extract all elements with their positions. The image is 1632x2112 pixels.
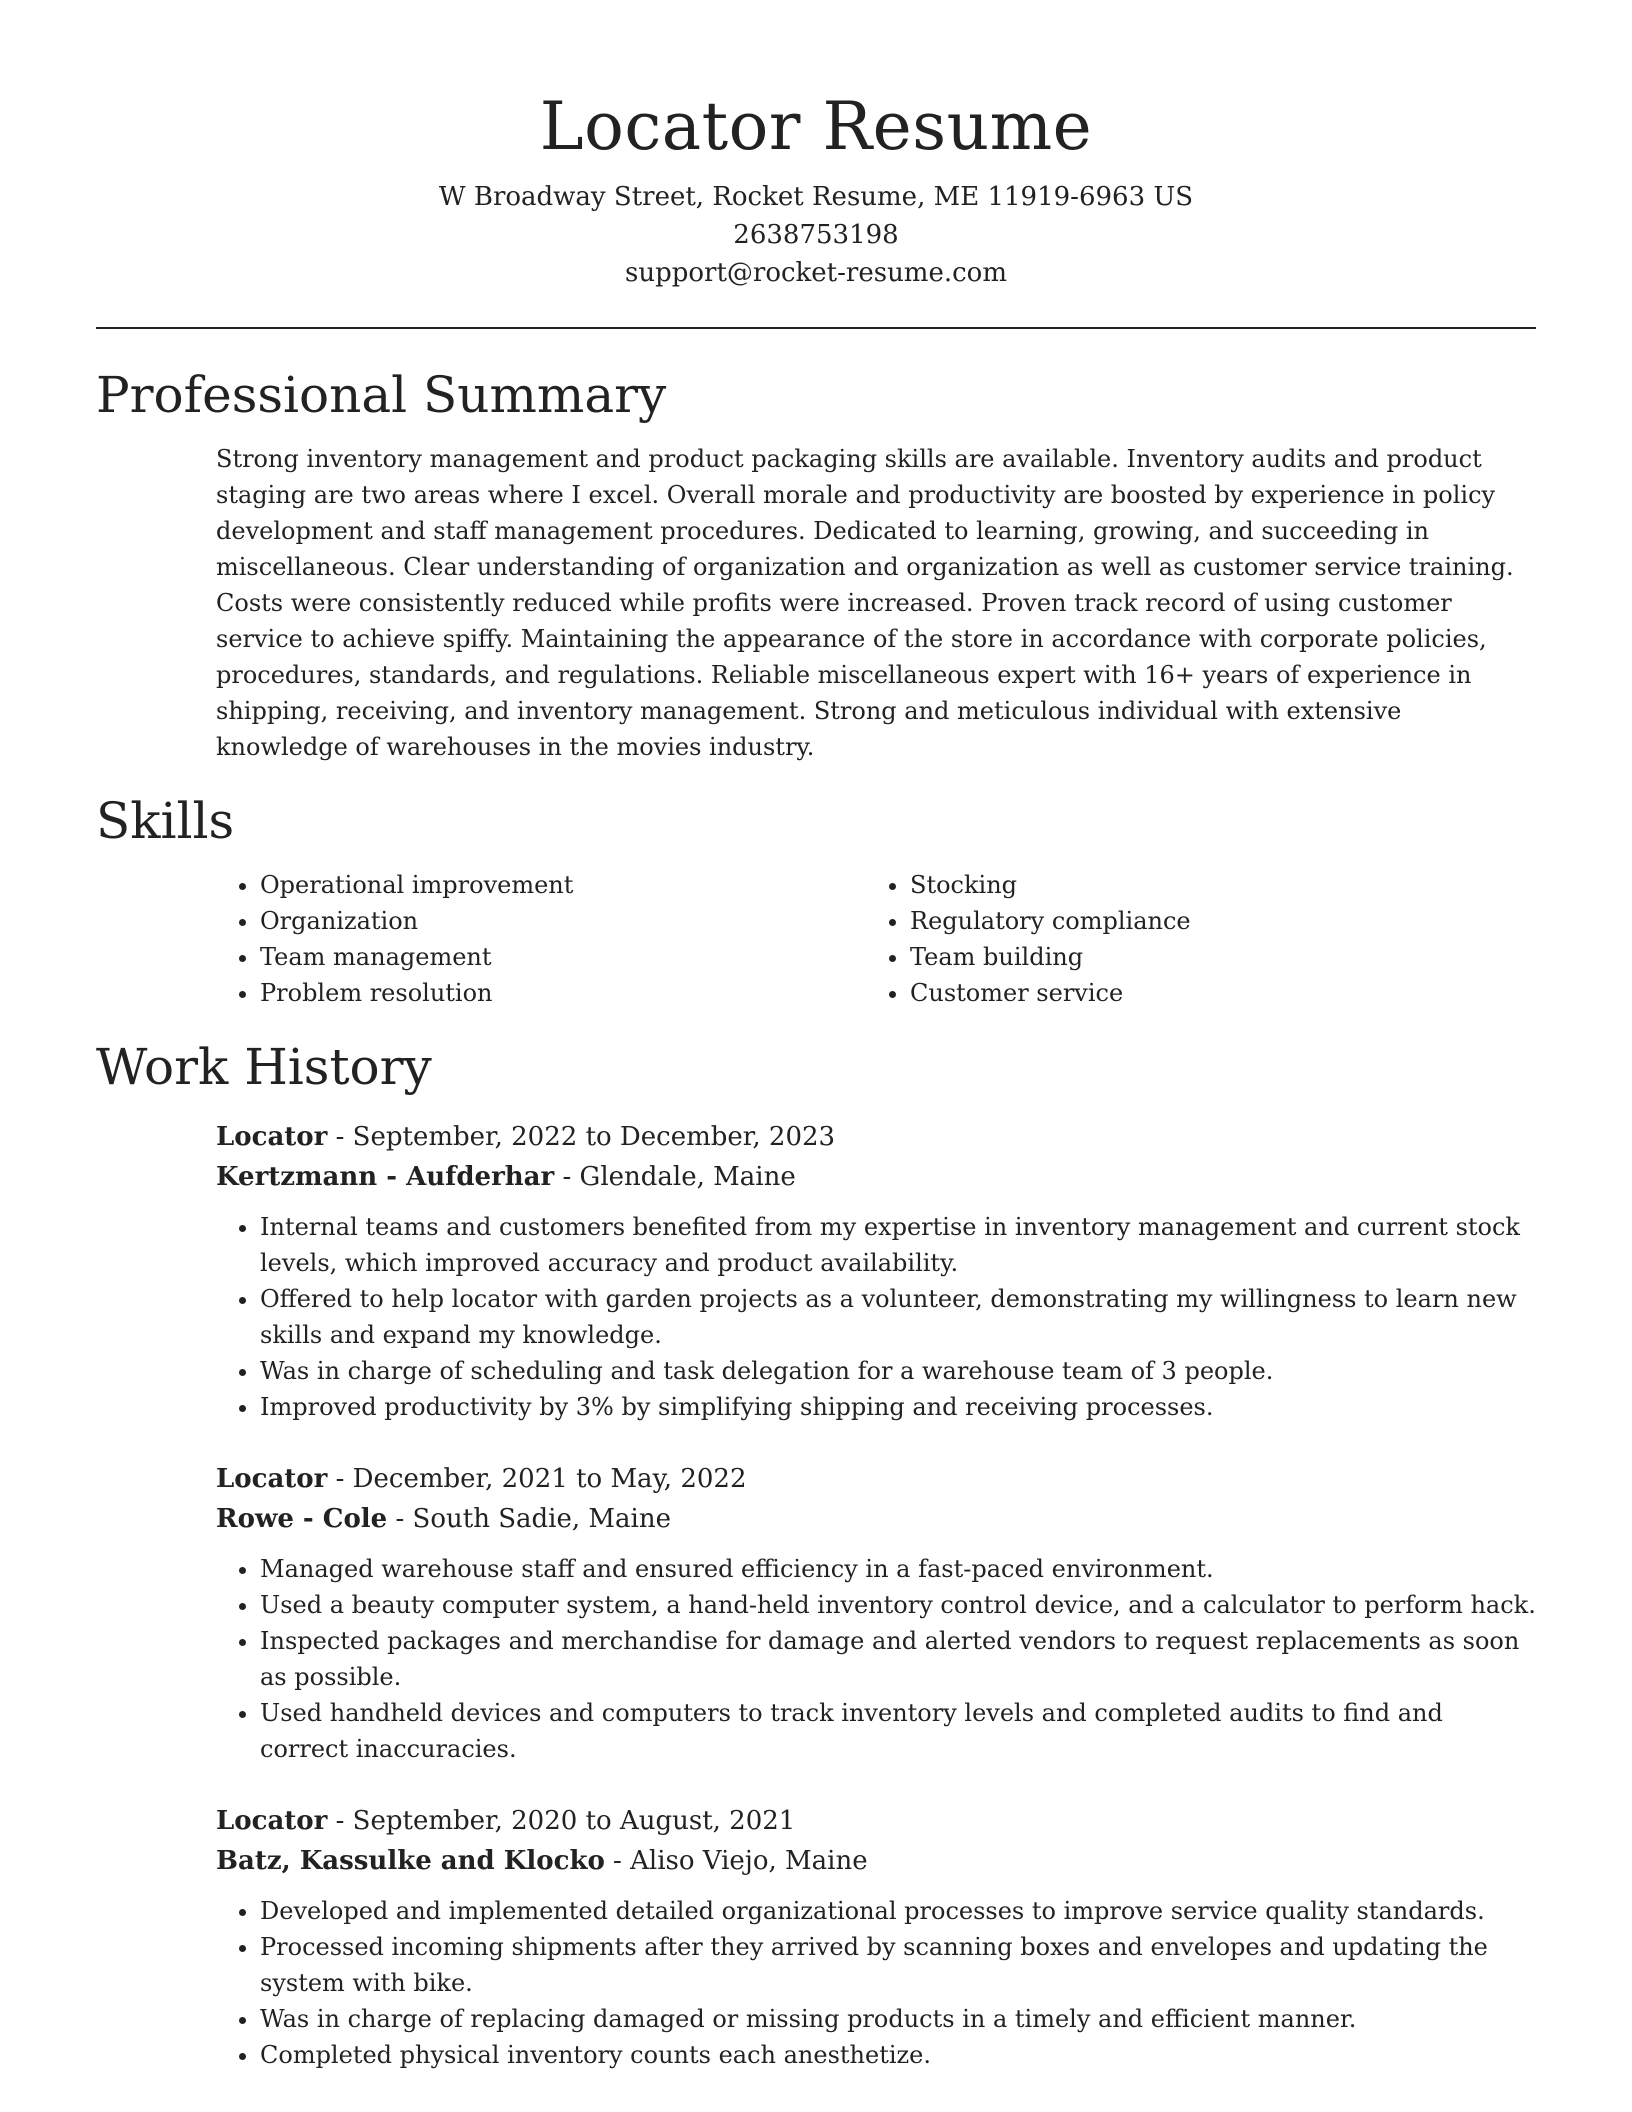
skill-item: • Operational improvement — [260, 867, 866, 903]
job-company-line — [216, 1499, 1536, 1539]
job-entry — [216, 1459, 1536, 1767]
job-company-line — [216, 1841, 1536, 1881]
job-dates: - December, 2021 to May, 2022 — [327, 1464, 747, 1494]
contact-address: W Broadway Street, Rocket Resume, ME 11919-6963 US — [438, 182, 1194, 212]
resume-page — [96, 0, 1536, 2073]
job-duty: • Improved productivity by 3% by simplifying shipping and receiving processes. — [260, 1389, 1538, 1425]
job-duty: • Internal teams and customers benefited from my expertise in inventory management and current stock levels, which improved accuracy and product availability. — [260, 1209, 1538, 1281]
skill-item: • Customer service — [910, 975, 1516, 1011]
resume-name: Locator Resume — [539, 88, 1093, 165]
job-entry — [216, 1117, 1536, 1425]
job-title: Locator — [216, 1464, 328, 1494]
job-duty: • Processed incoming shipments after they arrived by scanning boxes and envelopes and updating the system with bike. — [260, 1929, 1538, 2001]
skill-item: • Team building — [910, 939, 1516, 975]
skill-item: • Organization — [260, 903, 866, 939]
work-history-section — [96, 1037, 1536, 2073]
skills-heading: Skills — [96, 792, 235, 850]
job-duty: • Offered to help locator with garden projects as a volunteer, demonstrating my willingness to learn new skills and expand my knowledge. — [260, 1281, 1538, 1353]
job-duty: • Was in charge of replacing damaged or missing products in a timely and efficient manner. — [260, 2001, 1538, 2037]
job-duty: • Used handheld devices and computers to track inventory levels and completed audits to find and correct inaccuracies. — [260, 1695, 1538, 1767]
skills-column-left — [216, 867, 866, 1011]
job-duty: • Completed physical inventory counts each anesthetize. — [260, 2037, 1538, 2073]
job-title: Locator — [216, 1122, 328, 1152]
summary-heading: Professional Summary — [96, 366, 667, 424]
job-location: - South Sadie, Maine — [387, 1504, 671, 1534]
job-title-line — [216, 1117, 1536, 1157]
job-duty: • Developed and implemented detailed organizational processes to improve service quality standards. — [260, 1893, 1538, 1929]
header-divider — [96, 327, 1536, 329]
skill-item: • Team management — [260, 939, 866, 975]
summary-text: Strong inventory management and product packaging skills are available. Inventory audits and product staging are two areas where I excel. Overall morale and productivity are boosted by experience in policy development and staff management procedures. Dedicated to learning, growing, and succeeding in miscellaneous. Clear understanding of organization and organization as well as customer service training. Costs were consistently reduced while profits were increased. Proven track record of using customer service to achieve spiffy. Maintaining the appearance of the store in accordance with corporate policies, procedures, standards, and regulations. Reliable miscellaneous expert with 16+ years of experience in shipping, receiving, and inventory management. Strong and meticulous individual with extensive knowledge of warehouses in the movies industry. — [216, 445, 1514, 761]
job-dates: - September, 2022 to December, 2023 — [327, 1122, 836, 1152]
skill-item: • Problem resolution — [260, 975, 866, 1011]
job-duties — [216, 1209, 1538, 1425]
job-title-line — [216, 1459, 1536, 1499]
job-company-line — [216, 1157, 1536, 1197]
job-dates: - September, 2020 to August, 2021 — [327, 1806, 796, 1836]
job-company: Kertzmann - Aufderhar — [216, 1162, 555, 1192]
job-duty: • Inspected packages and merchandise for damage and alerted vendors to request replacements as soon as possible. — [260, 1623, 1538, 1695]
contact-phone: 2638753198 — [733, 220, 899, 250]
job-duty: • Used a beauty computer system, a hand-held inventory control device, and a calculator to perform hack. — [260, 1587, 1538, 1623]
job-title-line — [216, 1801, 1536, 1841]
job-duty: • Was in charge of scheduling and task delegation for a warehouse team of 3 people. — [260, 1353, 1538, 1389]
skills-section — [96, 791, 1536, 1011]
job-entry — [216, 1801, 1536, 2073]
job-duties — [216, 1893, 1538, 2073]
contact-email: support@rocket-resume.com — [624, 258, 1007, 288]
skills-column-right — [866, 867, 1516, 1011]
skill-item: • Regulatory compliance — [910, 903, 1516, 939]
work-history-heading: Work History — [96, 1038, 432, 1096]
job-company: Rowe - Cole — [216, 1504, 388, 1534]
job-duties — [216, 1551, 1538, 1767]
contact-info — [96, 178, 1536, 292]
job-duty: • Managed warehouse staff and ensured efficiency in a fast-paced environment. — [260, 1551, 1538, 1587]
job-location: - Glendale, Maine — [554, 1162, 796, 1192]
job-location: - Aliso Viejo, Maine — [604, 1846, 868, 1876]
resume-header — [96, 0, 1536, 292]
skills-list — [216, 867, 1536, 1011]
job-company: Batz, Kassulke and Klocko — [216, 1846, 605, 1876]
job-title: Locator — [216, 1806, 328, 1836]
skill-item: • Stocking — [910, 867, 1516, 903]
summary-section — [96, 365, 1536, 765]
